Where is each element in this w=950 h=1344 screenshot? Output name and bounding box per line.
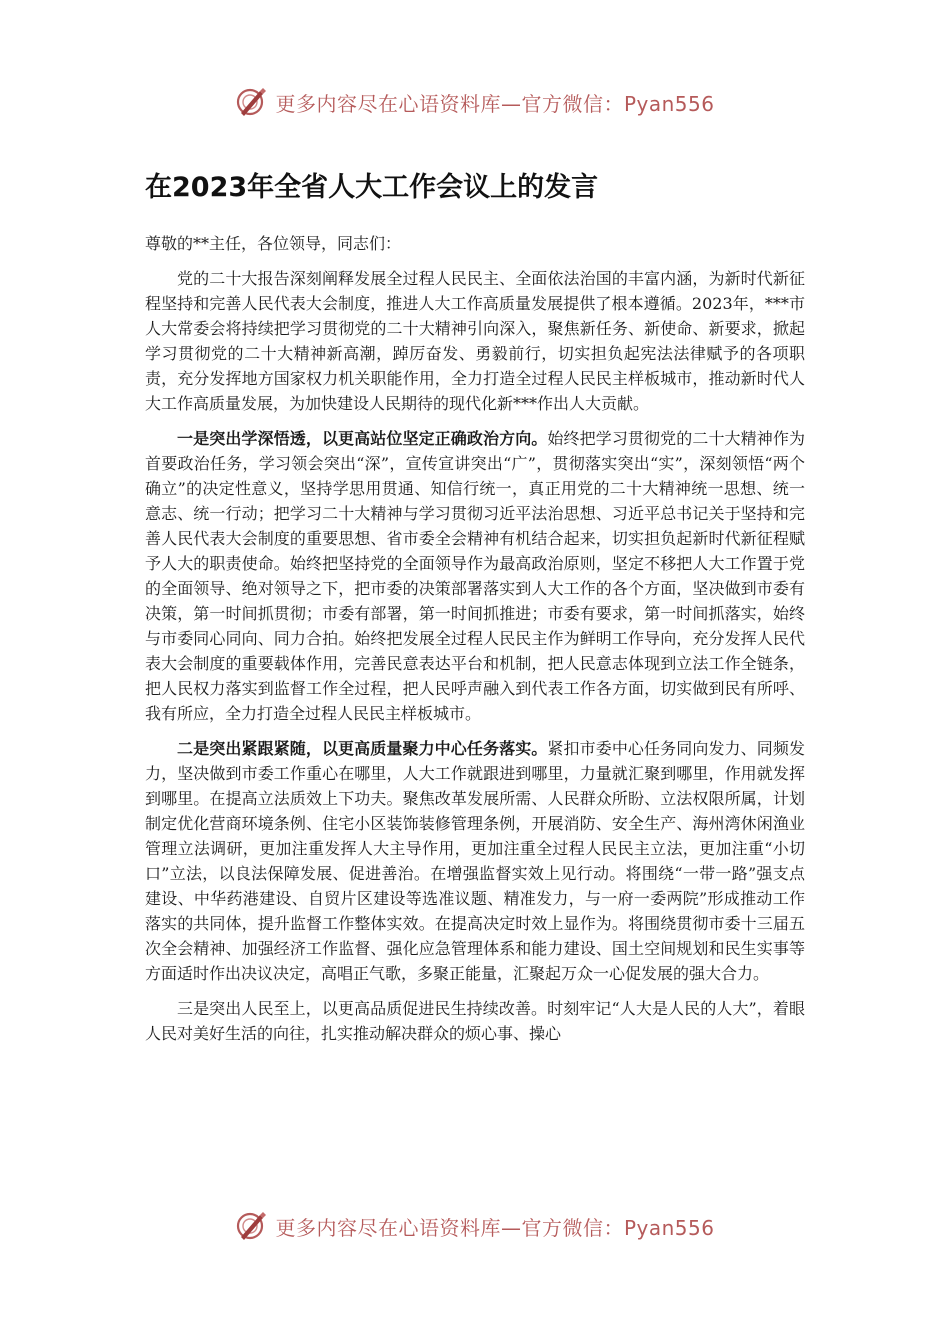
pen-seal-logo-icon [235, 1210, 267, 1242]
section-1-body: 始终把学习贯彻党的二十大精神作为首要政治任务，学习领会突出“深”，宣传宣讲突出“广”，贯彻落实突出“实”，深刻领悟“两个确立”的决定性意义，坚持学思用贯通、知信行统一，真正用党的二十大精神统一思想、统一意志、统一行动；把学习二十大精神与学习贯彻习近平法治思想、习近平总书记关于坚持和完善人民代表大会制度的重要思想、省市委全会精神有机结合起来，切实担负起新时代新征程赋予人大的职责使命。始终把坚持党的全面领导作为最高政治原则，坚定不移把人大工作置于党的全面领导、绝对领导之下，把市委的决策部署落实到人大工作的各个方面，坚决做到市委有决策，第一时间抓贯彻；市委有部署，第一时间抓推进；市委有要求，第一时间抓落实，始终与市委同心同向、同力合拍。始终把发展全过程人民民主作为鲜明工作导向，充分发挥人民代表大会制度的重要载体作用，完善民意表达平台和机制，把人民意志体现到立法工作全链条，把人民权力落实到监督工作全过程，把人民呼声融入到代表工作各方面，切实做到民有所呼、我有所应，全力打造全过程人民民主样板城市。 [145, 429, 805, 724]
section-2-heading: 二是突出紧跟紧随，以更高质量聚力中心任务落实。 [177, 739, 548, 759]
watermark-banner-bottom [0, 1210, 950, 1242]
salutation: 尊敬的**主任，各位领导，同志们： [145, 234, 402, 254]
watermark-text: 更多内容尽在心语资料库—官方微信：Pyan556 [275, 1215, 715, 1240]
pen-seal-logo-icon [235, 86, 267, 118]
section-1-paragraph [145, 426, 805, 726]
intro-paragraph: 党的二十大报告深刻阐释发展全过程人民民主、全面依法治国的丰富内涵，为新时代新征程坚持和完善人民代表大会制度，推进人大工作高质量发展提供了根本遵循。2023年，***市人大常委会将持续把学习贯彻党的二十大精神引向深入，聚焦新任务、新使命、新要求，掀起学习贯彻党的二十大精神新高潮，踔厉奋发、勇毅前行，切实担负起宪法法律赋予的各项职责，充分发挥地方国家权力机关职能作用，全力打造全过程人民民主样板城市，推动新时代人大工作高质量发展，为加快建设人民期待的现代化新***作出人大贡献。 [145, 269, 805, 414]
document-title: 在2023年全省人大工作会议上的发言 [145, 172, 599, 203]
section-1-heading: 一是突出学深悟透，以更高站位坚定正确政治方向。 [177, 429, 548, 449]
section-2-paragraph [145, 736, 805, 986]
section-3-paragraph: 三是突出人民至上，以更高品质促进民生持续改善。时刻牢记“人大是人民的人大”，着眼人民对美好生活的向往，扎实推动解决群众的烦心事、操心 [145, 999, 805, 1044]
watermark-text: 更多内容尽在心语资料库—官方微信：Pyan556 [275, 91, 715, 116]
section-2-body: 紧扣市委中心任务同向发力、同频发力，坚决做到市委工作重心在哪里，人大工作就跟进到哪里，力量就汇聚到哪里，作用就发挥到哪里。在提高立法质效上下功夫。聚焦改革发展所需、人民群众所盼、立法权限所属，计划制定优化营商环境条例、住宅小区装饰装修管理条例，开展消防、安全生产、海州湾休闲渔业管理立法调研，更加注重发挥人大主导作用，更加注重全过程人民民主立法，更加注重“小切口”立法，以良法保障发展、促进善治。在增强监督实效上见行动。将围绕“一带一路”强支点建设、中华药港建设、自贸片区建设等选准议题、精准发力，与一府一委两院”形成推动工作落实的共同体，提升监督工作整体实效。在提高决定时效上显作为。将围绕贯彻市委十三届五次全会精神、加强经济工作监督、强化应急管理体系和能力建设、国土空间规划和民生实事等方面适时作出决议决定，高唱正气歌，多聚正能量，汇聚起万众一心促发展的强大合力。 [145, 739, 805, 984]
watermark-banner-top [0, 86, 950, 118]
document-page [145, 170, 805, 1056]
